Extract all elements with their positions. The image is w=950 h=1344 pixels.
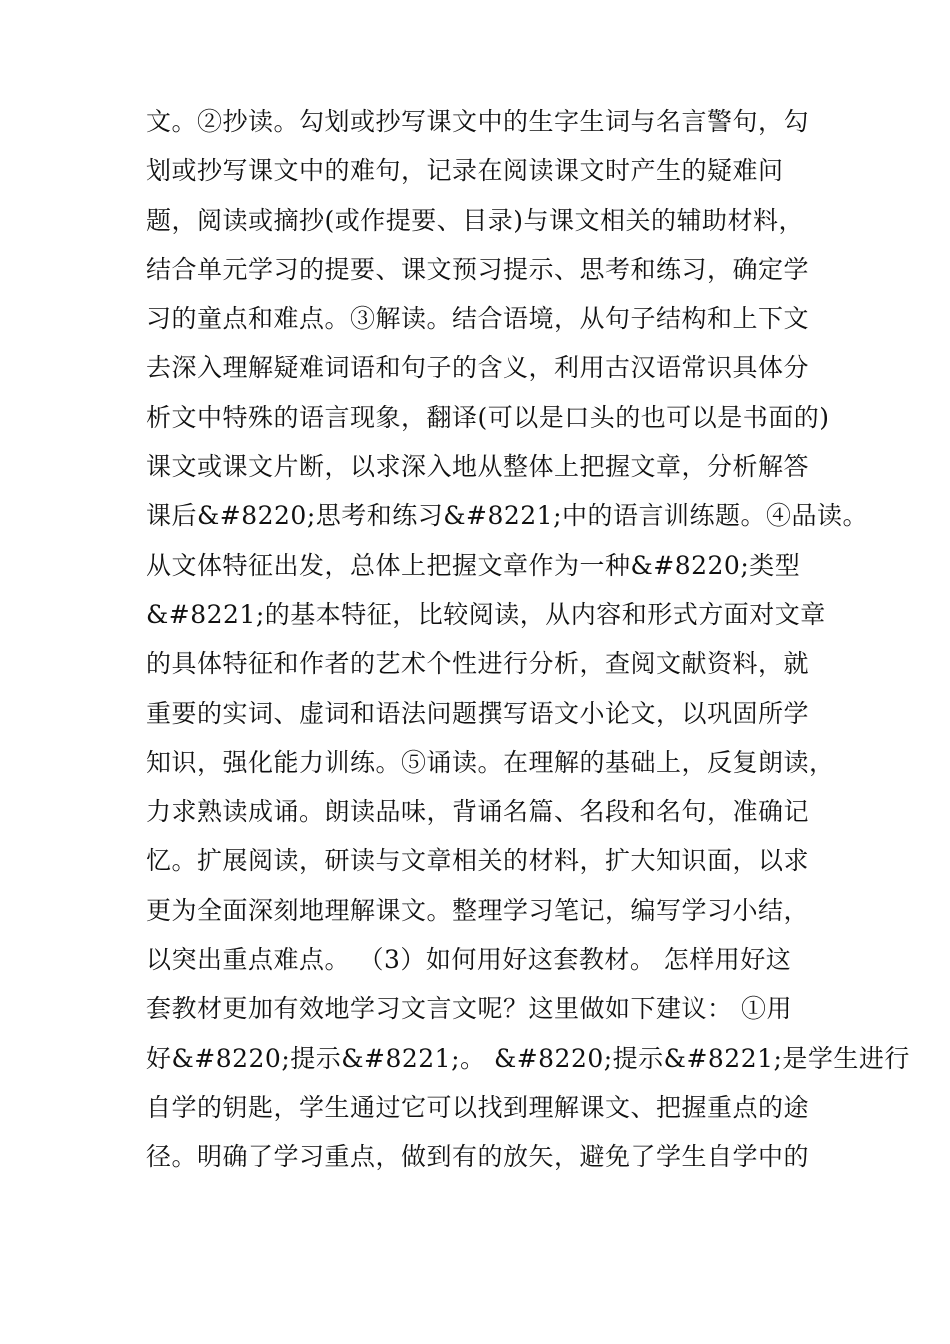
text-line: 习的童点和难点。③解读。结合语境，从句子结构和上下文	[146, 304, 810, 334]
text-line: 课文或课文片断，以求深入地从整体上把握文章，分析解答	[146, 452, 810, 482]
text-line: 以突出重点难点。 （3）如何用好这套教材。 怎样用好这	[146, 945, 792, 975]
text-line: 析文中特殊的语言现象，翻译(可以是口头的也可以是书面的)	[146, 402, 830, 432]
text-line: 忆。扩展阅读，研读与文章相关的材料，扩大知识面，以求	[146, 846, 810, 876]
body-text	[146, 97, 910, 1182]
text-line: 的具体特征和作者的艺术个性进行分析，查阅文献资料，就	[146, 649, 810, 679]
text-line: 径。明确了学习重点，做到有的放矢，避免了学生自学中的	[146, 1142, 810, 1172]
text-line: 知识，强化能力训练。⑤诵读。在理解的基础上，反复朗读，	[146, 747, 835, 777]
text-line: 自学的钥匙，学生通过它可以找到理解课文、把握重点的途	[146, 1092, 810, 1122]
text-line: 划或抄写课文中的难句，记录在阅读课文时产生的疑难问	[146, 156, 784, 186]
text-line: 结合单元学习的提要、课文预习提示、思考和练习，确定学	[146, 254, 810, 284]
text-line: 重要的实词、虚词和语法问题撰写语文小论文，以巩固所学	[146, 698, 810, 728]
text-line: 去深入理解疑难词语和句子的含义，利用古汉语常识具体分	[146, 353, 810, 383]
text-line: 套教材更加有效地学习文言文呢？这里做如下建议： ①用	[146, 994, 792, 1024]
text-line: &#8221;的基本特征，比较阅读，从内容和形式方面对文章	[146, 599, 826, 629]
text-line: 课后&#8220;思考和练习&#8221;中的语言训练题。④品读。	[146, 501, 868, 531]
text-line: 好&#8220;提示&#8221;。 &#8220;提示&#8221;是学生进行	[146, 1043, 910, 1073]
text-line: 更为全面深刻地理解课文。整理学习笔记，编写学习小结，	[146, 895, 810, 925]
text-line: 力求熟读成诵。朗读品味，背诵名篇、名段和名句，准确记	[146, 797, 810, 827]
text-line: 文。②抄读。勾划或抄写课文中的生字生词与名言警句，勾	[146, 107, 810, 136]
text-line: 题，阅读或摘抄(或作提要、目录)与课文相关的辅助材料，	[146, 205, 805, 235]
text-line: 从文体特征出发，总体上把握文章作为一种&#8220;类型	[146, 550, 801, 580]
